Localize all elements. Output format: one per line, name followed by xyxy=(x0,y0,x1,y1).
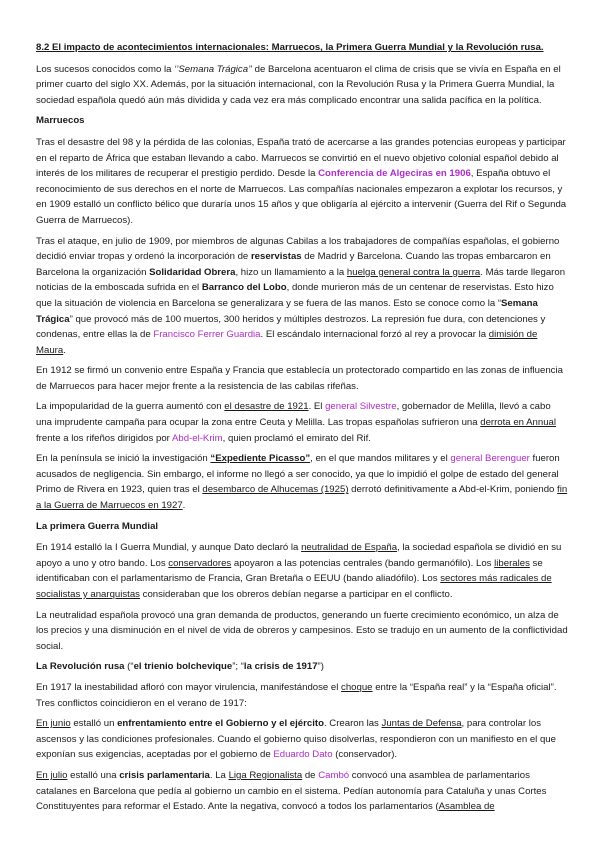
highlight-abd-el-krim: Abd-el-Krim xyxy=(172,432,223,444)
heading-revolucion-bold: La Revolución rusa xyxy=(36,661,125,673)
text-run: de Madrid y Barcelona. Cuando las tropas embarcaron en Barcelona la organización xyxy=(36,251,551,278)
text-run: . Crearon las xyxy=(323,718,382,730)
highlight-ferrer-guardia: Francisco Ferrer Guardia xyxy=(153,329,261,341)
underline-liberales: liberales xyxy=(494,557,530,569)
text-run: En 1917 la inestabilidad afloró con mayor virulencia, manifestándose el xyxy=(36,681,342,693)
text-run: ” que provocó más de 100 muertos, 300 heridos y múltiples destrozos. La represión fue dura, con detenciones y condenas, entre ellas la de xyxy=(36,313,546,341)
underline-dimision-maura: dimisión de Maura xyxy=(36,329,538,356)
guerra-paragraph-2: La neutralidad española provocó una gran demanda de productos, generando un fuerte crecimiento económico, un alza de los precios y una disminución en el nivel de vida de obreros y campesinos. Esto se tradujo en un aumento de la conflictividad social. xyxy=(36,609,568,652)
marruecos-paragraph-2 xyxy=(36,234,568,359)
underline-asamblea: Asamblea de xyxy=(438,801,495,813)
highlight-cambo: Cambó xyxy=(318,769,350,781)
text-run: . La xyxy=(209,769,229,781)
heading-marruecos: Marruecos xyxy=(36,115,85,127)
bold-barranco-lobo: Barranco del Lobo xyxy=(201,282,287,294)
text-run: de xyxy=(302,769,319,781)
text-run: Tras el desastre del 98 y la pérdida de las colonias, España trató de acercarse a las grandes potencias europeas y participar en el reparto de África que estaban llevando a cabo. Marruecos se convirtió en el nuevo objetivo colonial español debido al interés de los militares de recuperar el prestigio perdido. Desde la xyxy=(36,136,566,180)
heading-revolucion-rusa xyxy=(36,659,568,675)
highlight-algeciras: Conferencia de Algeciras en 1906 xyxy=(318,168,471,180)
underline-choque: choque xyxy=(341,681,373,693)
text-run: , para controlar los ascensos y las condiciones profesionales. Cuando el gobierno quiso disolverlas, respondieron con un manifiesto en el que exponían sus exigencias, aceptadas por el gobierno de xyxy=(36,718,556,761)
text-run: derrotó definitivamente a Abd-el-Krim, poniendo xyxy=(348,484,558,496)
document-page xyxy=(36,40,568,820)
underline-conservadores: conservadores xyxy=(168,557,232,569)
text-run: ”) xyxy=(317,661,324,673)
heading-trienio: el trienio bolchevique xyxy=(133,661,233,673)
revolucion-paragraph-2 xyxy=(36,716,568,763)
underline-desastre-1921: el desastre de 1921 xyxy=(224,401,309,413)
revolucion-paragraph-3 xyxy=(36,768,568,815)
text-run: (conservador). xyxy=(332,749,398,761)
underline-liga-regionalista: Liga Regionalista xyxy=(228,769,303,781)
underline-neutralidad: neutralidad de España xyxy=(301,542,398,554)
text-run: Los sucesos conocidos como la xyxy=(36,63,175,75)
text-run: , hizo un llamamiento a la xyxy=(235,266,347,278)
text-run: convocó una asamblea de parlamentarios catalanes en Barcelona que pedía al gobierno un cambio en el sistema. Pedían autonomía para Cataluña y unas Cortes Constituyentes para reformar el Estado. Ante la negativa, convocó a todos los parlamentarios ( xyxy=(36,769,547,813)
text-run: . xyxy=(182,500,186,512)
bold-crisis-parlamentaria: crisis parlamentaria xyxy=(119,769,210,781)
underline-juntas-defensa: Juntas de Defensa xyxy=(381,718,462,730)
underline-annual: derrota en Annual xyxy=(480,417,556,429)
text-run: consideraban que los obreros debían negarse a participar en el conflicto. xyxy=(139,589,453,600)
text-run: (“ xyxy=(124,661,134,673)
text-run: En la península se inició la investigación xyxy=(36,453,211,465)
text-run: de Barcelona acentuaron el clima de crisis que se vivía en España en el primer cuarto del siglo XX. Además, por la situación internacional, con la Revolución Rusa y la Primera Guerra Mundial, la sociedad española quedó aún más dividida y cada vez era más complicado encontrar una salida pacífica en la política. xyxy=(36,63,561,106)
text-run: frente a los rifeños dirigidos por xyxy=(36,432,172,444)
bold-enfrentamiento: enfrentamiento entre el Gobierno y el ejército xyxy=(117,718,324,730)
text-run: . Más tarde llegaron noticias de la emboscada sufrida en el xyxy=(36,266,566,294)
underline-en-julio: En julio xyxy=(36,769,68,781)
text-run: , en el que mandos militares y el xyxy=(310,453,451,465)
text-run: , España obtuvo el reconocimiento de sus derechos en el norte de Marruecos. Las compañías nacionales empezaron a explotar los recursos, y en 1909 estalló un conflicto bélico que duraría unos 15 años y que obligaría al ejército a intervenir (Guerra del Rif o Segunda Guerra de Marruecos). xyxy=(36,168,567,226)
bold-reservistas: reservistas xyxy=(250,251,302,263)
text-run: fueron acusados de negligencia. Sin embargo, el informe no llegó a ser conocido, ya que lo impidió el golpe de estado del general Primo de Rivera en 1923, quien tras el xyxy=(36,453,560,496)
text-run: , donde murieron más de un centenar de reservistas. Esto hizo que la situación de violencia en Barcelona se generalizara y se fuera de las manos. Esto se conoce como la “ xyxy=(36,282,554,309)
semana-tragica-italic: ‘’Semana Trágica’’ xyxy=(174,63,252,75)
text-run: La impopularidad de la guerra aumentó con xyxy=(36,401,225,413)
text-run: , quien proclamó el emirato del Rif. xyxy=(222,432,371,444)
text-run: estalló una xyxy=(67,769,120,781)
underline-alhucemas: desembarco de Alhucemas (1925) xyxy=(202,484,349,496)
marruecos-paragraph-1 xyxy=(36,135,568,229)
marruecos-paragraph-4 xyxy=(36,399,568,446)
text-run: apoyaron a las potencias centrales (bando germanófilo). Los xyxy=(231,557,495,569)
document-title: 8.2 El impacto de acontecimientos internacionales: Marruecos, la Primera Guerra Mundial y la Revolución rusa. xyxy=(36,42,544,53)
text-run: ”; “ xyxy=(232,661,244,673)
highlight-eduardo-dato: Eduardo Dato xyxy=(273,749,333,761)
text-run: , gobernador de Melilla, llevó a cabo una imprudente campaña para ocupar la zona entre Ceuta y Melilla. Las tropas españolas sufrieron una xyxy=(36,401,551,429)
underline-en-junio: En junio xyxy=(36,718,71,730)
text-run: . xyxy=(63,344,66,356)
revolucion-paragraph-1 xyxy=(36,680,568,711)
text-run: se identificaban con el parlamentarismo de Francia, Gran Bretaña o EEUU (bando aliadófilo). Los xyxy=(36,557,543,585)
marruecos-paragraph-5 xyxy=(36,451,568,513)
underline-huelga: huelga general contra la guerra xyxy=(346,266,481,278)
bold-semana-tragica: Semana Trágica xyxy=(36,297,538,325)
guerra-paragraph-1 xyxy=(36,540,568,602)
underline-expediente-picasso: “Expediente Picasso” xyxy=(210,453,311,465)
heading-crisis-1917: la crisis de 1917 xyxy=(243,661,318,673)
bold-solidaridad-obrera: Solidaridad Obrera xyxy=(149,266,236,278)
intro-paragraph xyxy=(36,62,568,109)
heading-primera-guerra: La primera Guerra Mundial xyxy=(36,520,159,532)
text-run: entre la “España real” y la “España oficial”. Tres conflictos coincidieron en el verano de 1917: xyxy=(36,681,557,709)
highlight-berenguer: general Berenguer xyxy=(450,453,530,465)
highlight-silvestre: general Silvestre xyxy=(325,401,397,413)
marruecos-paragraph-3: En 1912 se firmó un convenio entre España y Francia que establecía un protectorado compartido en las zonas de influencia de Marruecos para hacer mejor frente a la resistencia de las cabilas rifeñas. xyxy=(36,365,563,392)
underline-sectores-radicales: sectores más radicales de socialistas y anarquistas xyxy=(36,573,552,600)
text-run: Tras el ataque, en julio de 1909, por miembros de algunas Cabilas a los trabajadores de compañías españolas, el gobierno decidió enviar tropas y ordenó la incorporación de xyxy=(36,235,560,263)
underline-fin-guerra: fin a la Guerra de Marruecos en 1927 xyxy=(36,484,568,512)
text-run: En 1914 estalló la I Guerra Mundial, y aunque Dato declaró la xyxy=(36,542,302,554)
text-run: , la sociedad española se dividió en su apoyo a uno y otro bando. Los xyxy=(36,542,562,569)
text-run: estalló un xyxy=(70,718,118,730)
text-run: . El xyxy=(308,401,326,413)
text-run: . El escándalo internacional forzó al rey a provocar la xyxy=(260,329,489,341)
